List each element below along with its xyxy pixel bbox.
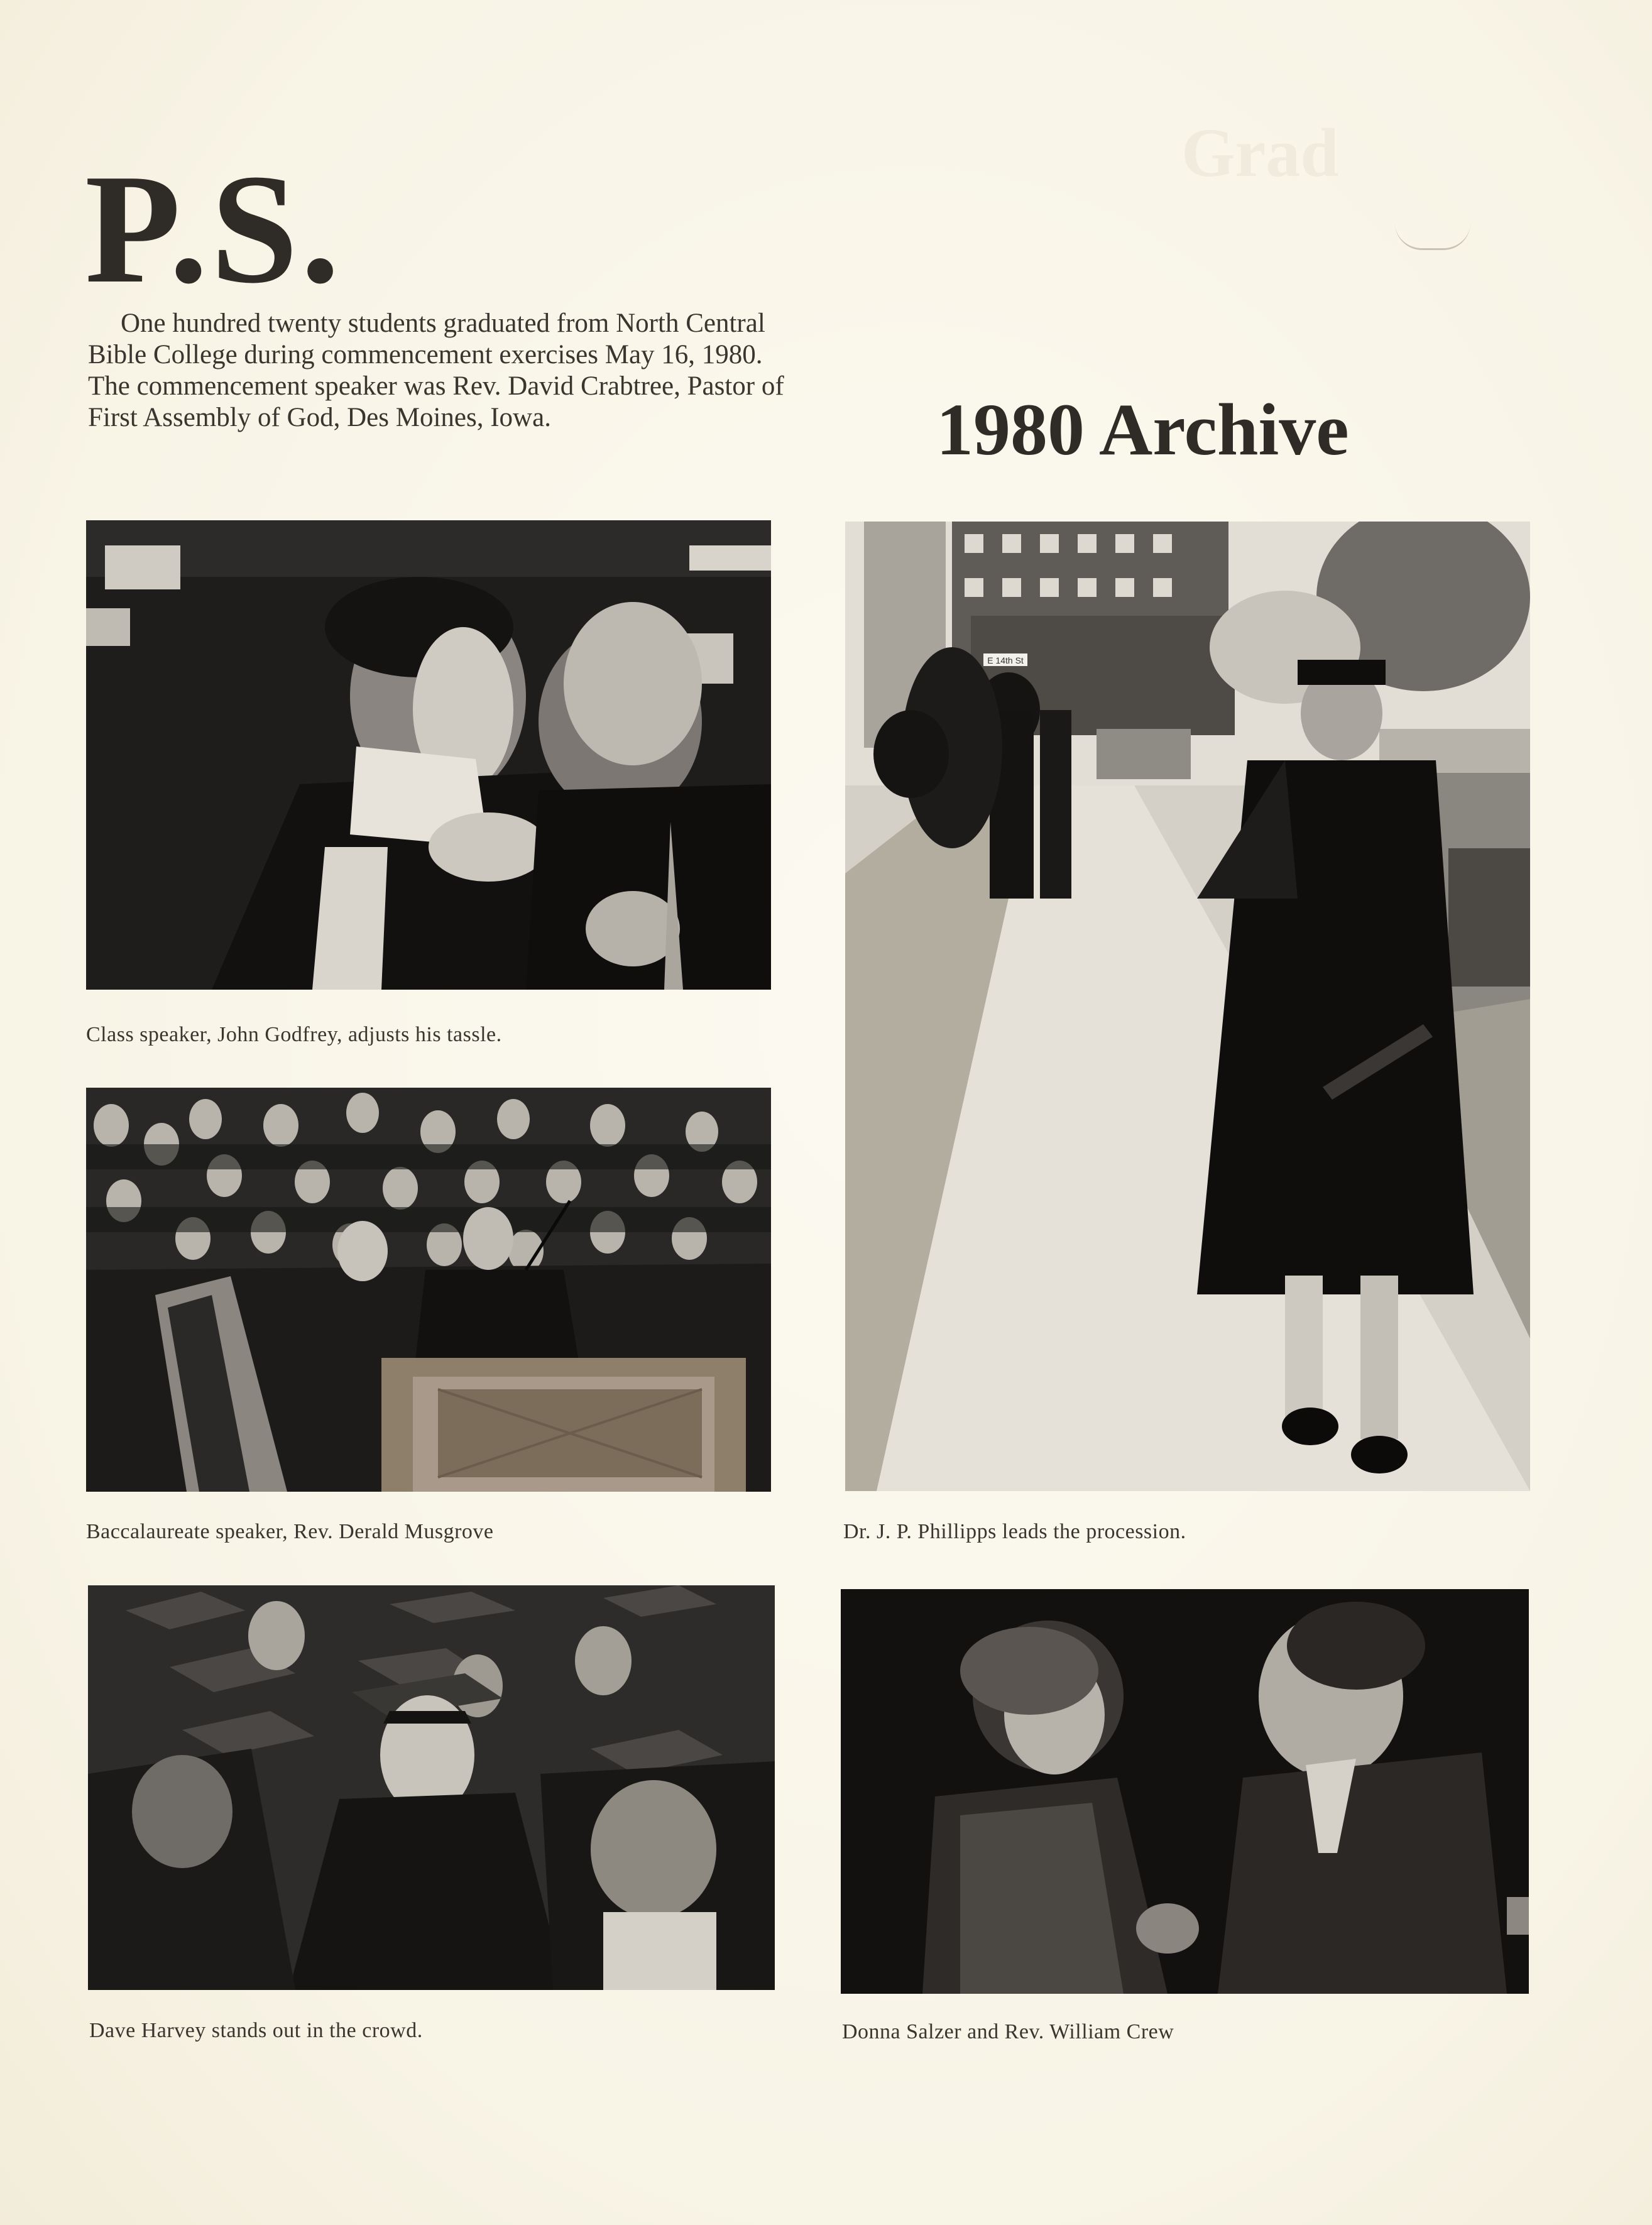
photo-class-speaker bbox=[86, 520, 771, 990]
street-sign-text: E 14th St bbox=[987, 655, 1024, 665]
bleed-through-ghost: Grad bbox=[1181, 114, 1339, 191]
photo-baccalaureate-speaker bbox=[86, 1088, 771, 1492]
caption-crowd: Dave Harvey stands out in the crowd. bbox=[89, 2019, 423, 2042]
photo-procession-image bbox=[845, 522, 1530, 1491]
intro-text: One hundred twenty students graduated from North Central Bible College during commencement exercises May 16, 1980. The commencement speaker was Rev. David Crabtree, Pastor of First Assembly of God, Des Moines, Iowa. bbox=[88, 309, 784, 432]
caption-class-speaker: Class speaker, John Godfrey, adjusts his tassle. bbox=[86, 1023, 502, 1046]
photo-class-speaker-image bbox=[86, 520, 771, 990]
page-smudge-mark bbox=[1395, 223, 1470, 250]
photo-donna-salzer bbox=[841, 1589, 1529, 1994]
archive-title: 1980 Archive bbox=[936, 388, 1349, 471]
photo-crowd bbox=[88, 1585, 775, 1990]
caption-donna-salzer: Donna Salzer and Rev. William Crew bbox=[842, 2020, 1174, 2043]
caption-baccalaureate: Baccalaureate speaker, Rev. Derald Musgrove bbox=[86, 1520, 494, 1543]
caption-procession: Dr. J. P. Phillipps leads the procession. bbox=[843, 1520, 1186, 1543]
photo-procession bbox=[845, 522, 1530, 1491]
photo-crowd-image bbox=[88, 1585, 775, 1990]
photo-baccalaureate-image bbox=[86, 1088, 771, 1492]
photo-donna-salzer-image bbox=[841, 1589, 1529, 1994]
page-headline: P.S. bbox=[85, 142, 342, 316]
intro-paragraph bbox=[88, 308, 785, 434]
